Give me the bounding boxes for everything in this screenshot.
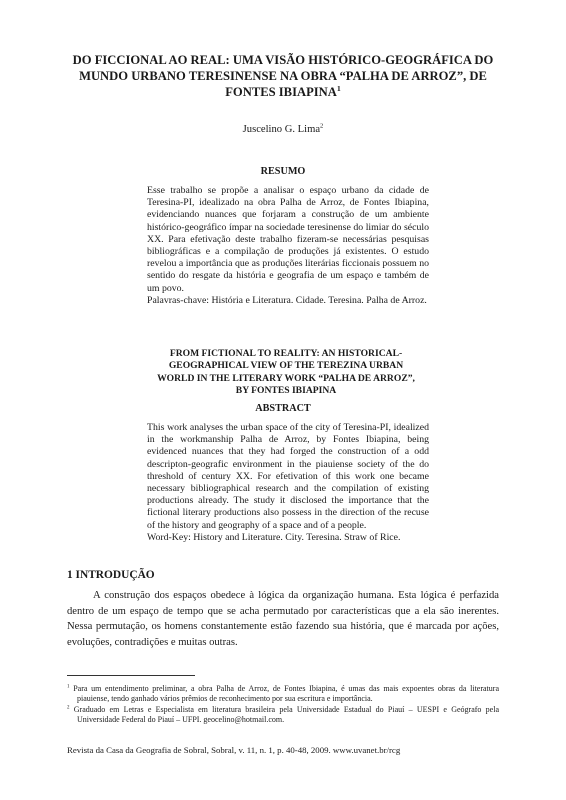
paper-title-text: DO FICCIONAL AO REAL: UMA VISÃO HISTÓRICO-GEOGRÁFICA DO MUNDO URBANO TERESINENSE NA OBRA “PALHA DE ARROZ”, DE FONTES IBIAPINA xyxy=(72,53,494,99)
paper-title xyxy=(60,52,506,100)
resumo-heading: RESUMO xyxy=(260,166,306,177)
abstract-heading: ABSTRACT xyxy=(255,403,311,414)
footnote-2-text: Graduado em Letras e Especialista em literatura brasileira pela Universidade Estadual do Piauí – UESPI e Geógrafo pela Universidade Federal do Piauí – UFPI. geocelino@hotmail.com. xyxy=(73,704,499,725)
footnote-divider xyxy=(67,675,195,676)
footnote-2 xyxy=(67,705,499,726)
author-footnote-mark[interactable]: 2 xyxy=(320,122,324,130)
resumo-keywords: Palavras-chave: História e Literatura. Cidade. Teresina. Palha de Arroz. xyxy=(147,294,427,306)
abstract-text: This work analyses the urban space of the city of Teresina-PI, idealized in the workmanship Palha de Arroz, by Fontes Ibiapina, being evidenced nuances that they had forged the construction of a odd descripton-geografic environment in the piauiense society of the do threshold of century XX. For efetivation of this work one became necessary bibliographical research and the compilation of existing productions already. The study it disclosed the importance that the fictional literary productions also possess in the direction of the recuse of the history and geography of a space and of a people. xyxy=(147,422,429,531)
abstract-block xyxy=(147,422,429,544)
abstract-keywords: Word-Key: History and Literature. City. Teresina. Straw of Rice. xyxy=(147,531,401,543)
intro-paragraph: A construção dos espaços obedece à lógica da organização humana. Esta lógica é perfazida dentro de um espaço de tempo que se acha permutado por características que a ela são inerentes. Nessa permutação, os homens constantemente estão fazendo sua história, que é marcada por ações, evoluções, contradições e muitas outras. xyxy=(67,590,499,648)
english-title: FROM FICTIONAL TO REALITY: AN HISTORICAL-GEOGRAPHICAL VIEW OF THE TEREZINA URBAN WORLD IN THE LITERARY WORK “PALHA DE ARROZ”, BY FONTES IBIAPINA xyxy=(157,348,415,397)
resumo-block xyxy=(147,185,429,307)
footnote-1-text: Para um entendimento preliminar, a obra Palha de Arroz, de Fontes Ibiapina, é umas das mais expoentes obras da literatura piauiense, tendo ganhado vários prêmios de reconhecimento por sua escritura e importância. xyxy=(73,684,499,704)
resumo-text: Esse trabalho se propõe a analisar o espaço urbano da cidade de Teresina-PI, idealizado na obra Palha de Arroz, de Fontes Ibiapina, evidenciando nuances que forjaram a construção de um ambiente histórico-geográfico ímpar na sociedade teresinense do limiar do século XX. Para efetivação deste trabalho fizeram-se necessárias pesquisas bibliográficas e a compilação de produções já existentes. O estudo revelou a importância que as produções literárias ficcionais possuem no sentido do resgate da história e geografia de um espaço e também de um povo. xyxy=(147,185,429,294)
footnotes xyxy=(67,684,499,726)
footnote-1-mark: 1 xyxy=(67,684,70,690)
journal-citation-footer: Revista da Casa da Geografia de Sobral, Sobral, v. 11, n. 1, p. 40-48, 2009. www.uvanet.br/rcg xyxy=(67,745,401,755)
author-name: Juscelino G. Lima xyxy=(242,124,321,135)
footnote-2-mark: 2 xyxy=(67,705,70,711)
section-heading-introducao: 1 INTRODUÇÃO xyxy=(67,569,155,581)
footnote-1 xyxy=(67,684,499,705)
title-footnote-mark[interactable]: 1 xyxy=(336,83,341,93)
author-line xyxy=(0,123,566,137)
